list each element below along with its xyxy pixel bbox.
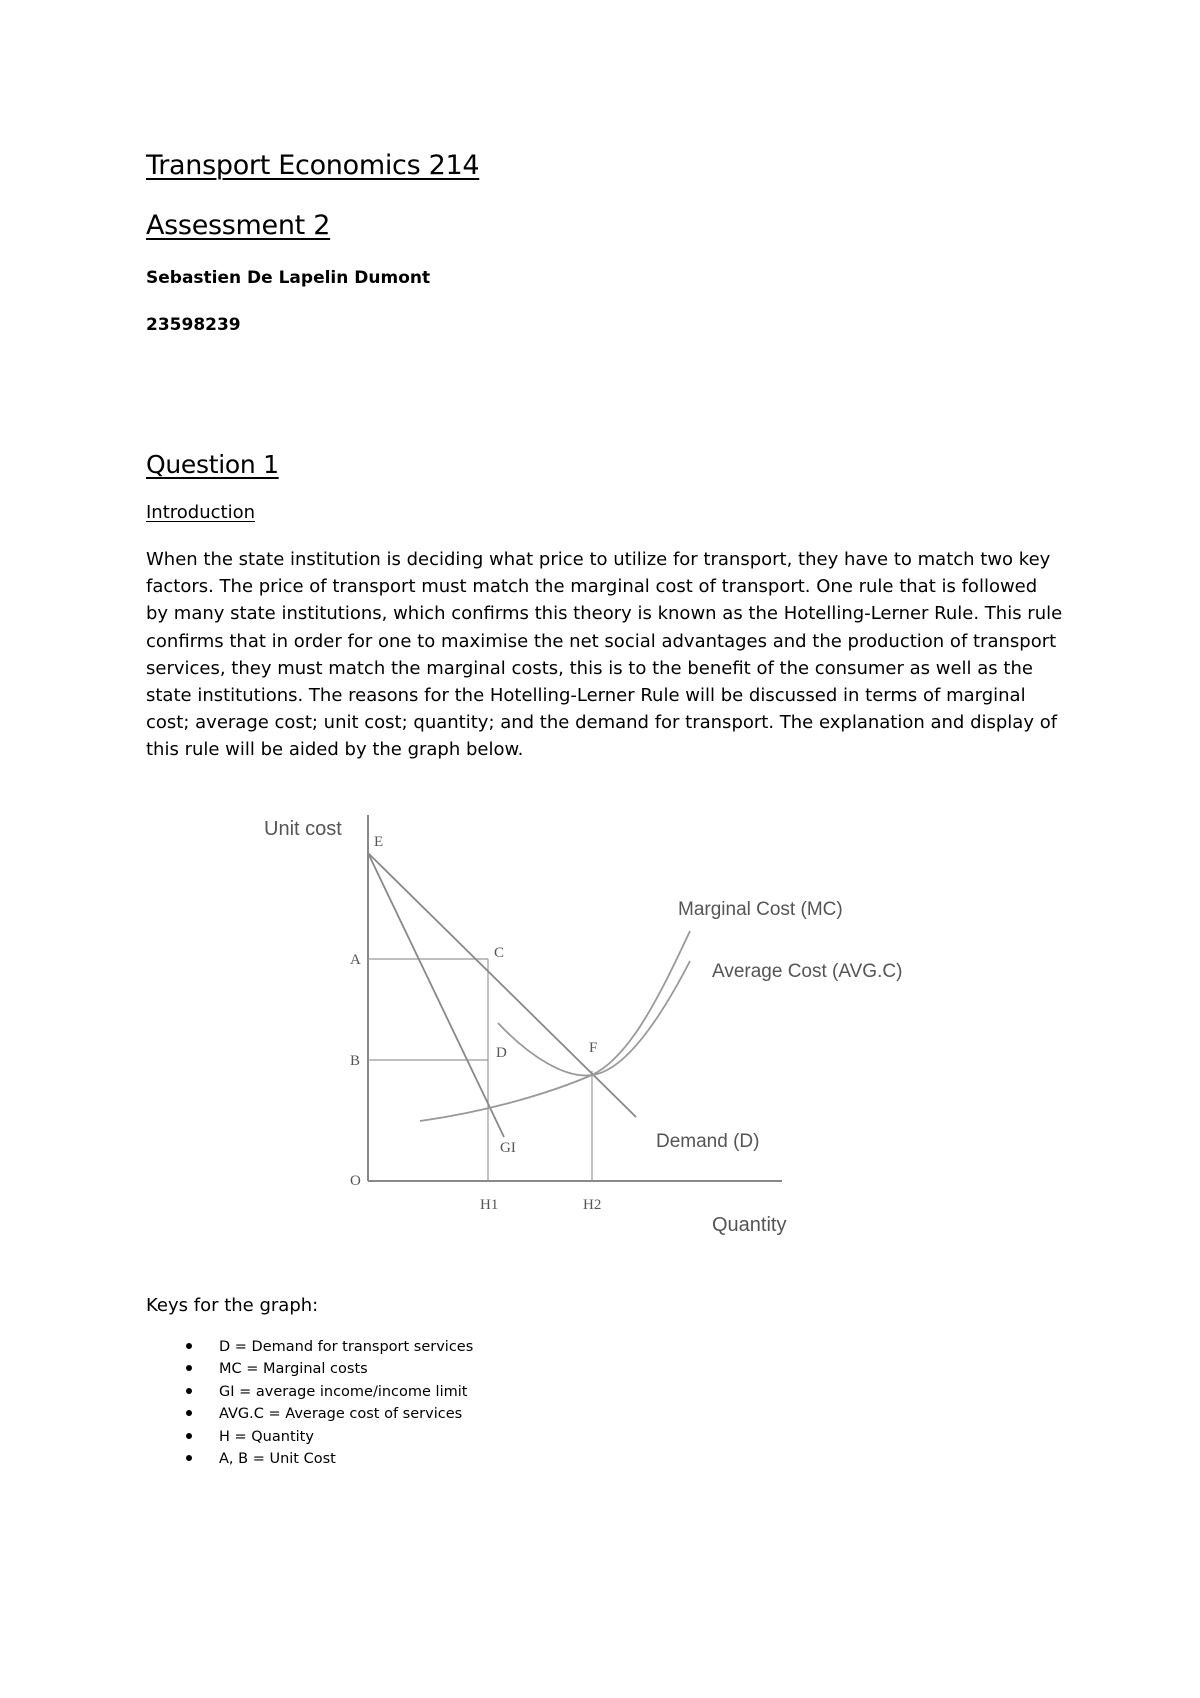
cost-demand-graph [250,795,910,1245]
keys-list [186,1336,473,1470]
point-c: C [494,945,505,961]
intro-line: by many state institutions, which confirms this theory is known as the Hotelling-Lerner Rule. This rule [146,603,1063,625]
point-a: A [350,952,361,968]
point-gi: GI [500,1140,516,1156]
intro-line: confirms that in order for one to maximise the net social advantages and the production of transport [146,630,1057,652]
list-item: GI = average income/income limit [186,1381,473,1403]
bullet-icon [186,1388,192,1394]
student-number: 23598239 [146,315,241,335]
intro-line: this rule will be aided by the graph below. [146,739,524,761]
bullet-icon [186,1455,192,1461]
x-axis-label: Quantity [712,1214,787,1236]
bullet-icon [186,1365,192,1371]
question-title: Question 1 [146,450,279,479]
list-item: MC = Marginal costs [186,1358,473,1380]
demand-curve [368,853,636,1117]
list-item: D = Demand for transport services [186,1336,473,1358]
point-f: F [589,1040,598,1056]
author-name: Sebastien De Lapelin Dumont [146,268,431,288]
document-subtitle: Assessment 2 [146,210,331,241]
intro-line: services, they must match the marginal costs, this is to the benefit of the consumer as well as the [146,657,1033,679]
intro-heading: Introduction [146,502,256,523]
list-item: H = Quantity [186,1426,473,1448]
intro-paragraph [146,546,1076,764]
point-h1: H1 [480,1197,499,1213]
intro-line: cost; average cost; unit cost; quantity; and the demand for transport. The explanation and display of [146,712,1058,734]
list-item: AVG.C = Average cost of services [186,1403,473,1425]
average-cost-curve [498,961,690,1075]
point-h2: H2 [583,1197,602,1213]
point-e: E [374,834,384,850]
keys-title: Keys for the graph: [146,1295,319,1316]
y-axis-label: Unit cost [264,818,342,840]
gi-curve [368,853,504,1137]
point-b: B [350,1053,361,1069]
bullet-icon [186,1410,192,1416]
intro-line: When the state institution is deciding what price to utilize for transport, they have to match two key [146,549,1051,570]
bullet-icon [186,1343,192,1349]
mc-label: Marginal Cost (MC) [678,899,843,920]
intro-line: state institutions. The reasons for the Hotelling-Lerner Rule will be discussed in terms of marginal [146,685,1026,707]
point-o: O [350,1173,361,1189]
point-d: D [496,1045,507,1061]
document-title: Transport Economics 214 [146,150,480,181]
demand-label: Demand (D) [656,1131,760,1152]
intro-line: factors. The price of transport must match the marginal cost of transport. One rule that is followed [146,576,1038,598]
avg-cost-label: Average Cost (AVG.C) [712,961,903,982]
list-item: A, B = Unit Cost [186,1448,473,1470]
bullet-icon [186,1433,192,1439]
